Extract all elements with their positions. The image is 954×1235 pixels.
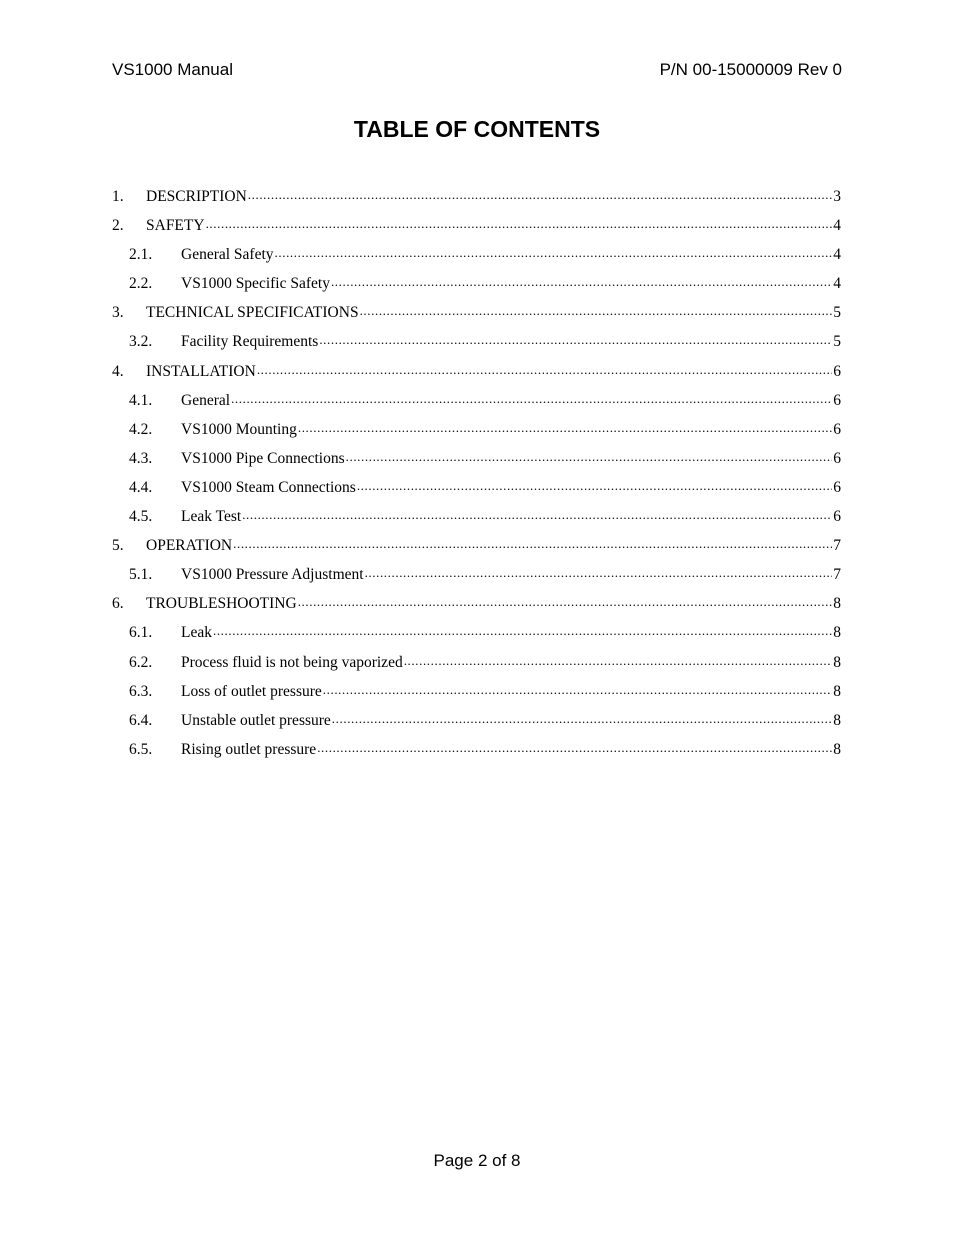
toc-entry-page: 8 [833,653,841,671]
toc-entry-page: 6 [833,391,841,409]
toc-entry[interactable] [112,501,841,530]
toc-entry-number: 3. [112,304,124,322]
toc-entry-number: 2. [112,217,124,235]
toc-entry[interactable] [112,268,841,297]
toc-entry-title: VS1000 Mounting [181,420,297,438]
toc-entry-title: TECHNICAL SPECIFICATIONS [146,304,359,322]
toc-entry-number: 6. [112,595,124,613]
toc-dot-leader [298,414,832,434]
toc-entry-page: 4 [833,275,841,293]
toc-entry-number: 4.5. [129,508,153,526]
toc-entry[interactable] [112,239,841,268]
toc-entry-page: 8 [833,682,841,700]
toc-dot-leader [357,472,832,492]
toc-entry-title: Leak [181,624,212,642]
toc-entry-number: 6.2. [129,653,153,671]
table-of-contents [112,181,841,763]
toc-entry-page: 6 [833,508,841,526]
toc-entry-page: 8 [833,711,841,729]
toc-entry-number: 2.1. [129,246,153,264]
toc-entry-page: 8 [833,595,841,613]
toc-entry-number: 6.1. [129,624,153,642]
toc-entry-number: 2.2. [129,275,153,293]
toc-entry-number: 4.1. [129,391,153,409]
toc-entry[interactable] [112,588,841,617]
toc-entry[interactable] [112,210,841,239]
toc-entry[interactable] [112,676,841,705]
toc-dot-leader [319,326,832,346]
toc-entry-title: Unstable outlet pressure [181,711,331,729]
toc-entry-title: VS1000 Pipe Connections [181,449,345,467]
toc-entry-number: 6.4. [129,711,153,729]
toc-entry-number: 5.1. [129,566,153,584]
toc-entry[interactable] [112,443,841,472]
toc-entry-title: DESCRIPTION [146,188,247,205]
toc-entry-page: 6 [833,449,841,467]
toc-entry-title: General [181,391,231,409]
toc-entry[interactable] [112,647,841,676]
toc-dot-leader [365,559,833,579]
toc-dot-leader [257,356,832,376]
toc-entry[interactable] [112,414,841,443]
toc-entry-number: 4. [112,362,124,380]
toc-entry-number: 6.5. [129,740,153,758]
toc-entry-page: 8 [833,740,841,758]
toc-dot-leader [360,297,833,317]
toc-entry-title: SAFETY [146,217,205,235]
toc-entry-title: Loss of outlet pressure [181,682,322,700]
toc-entry-title: Facility Requirements [181,333,319,351]
toc-dot-leader [233,530,832,550]
toc-entry[interactable] [112,734,841,763]
toc-entry-page: 3 [833,188,841,205]
toc-entry-page: 5 [833,333,841,351]
toc-entry-page: 4 [833,217,841,235]
part-number: P/N 00-15000009 Rev 0 [659,60,842,79]
toc-entry-number: 4.4. [129,478,153,496]
toc-entry[interactable] [112,530,841,559]
toc-entry-number: 4.3. [129,449,153,467]
toc-entry-title: TROUBLESHOOTING [146,595,297,613]
toc-entry-page: 5 [833,304,841,322]
toc-entry-number: 6.3. [129,682,153,700]
toc-dot-leader [298,588,833,608]
toc-dot-leader [206,210,833,230]
toc-dot-leader [213,617,832,637]
toc-entry-page: 6 [833,478,841,496]
toc-dot-leader [331,268,832,288]
toc-entry-page: 6 [833,362,841,380]
toc-entry-number: 4.2. [129,420,153,438]
toc-entry[interactable] [112,297,841,326]
toc-entry-title: OPERATION [146,537,233,555]
toc-entry[interactable] [112,617,841,646]
page-header [112,60,842,84]
toc-dot-leader [346,443,833,463]
toc-entry[interactable] [112,705,841,734]
toc-dot-leader [275,239,833,259]
toc-dot-leader [404,647,833,667]
toc-entry-page: 7 [833,537,841,555]
toc-entry-title: VS1000 Specific Safety [181,275,330,293]
toc-entry[interactable] [112,181,841,210]
toc-dot-leader [317,734,832,754]
toc-entry[interactable] [112,326,841,355]
toc-entry-title: Process fluid is not being vaporized [181,653,403,671]
toc-entry[interactable] [112,385,841,414]
toc-entry[interactable] [112,559,841,588]
toc-dot-leader [332,705,832,725]
toc-entry-title: VS1000 Pressure Adjustment [181,566,364,584]
page-footer: Page 2 of 8 [433,1151,521,1170]
toc-entry-title: Leak Test [181,508,242,526]
toc-entry[interactable] [112,356,841,385]
toc-entry-page: 8 [833,624,841,642]
toc-entry-page: 7 [833,566,841,584]
toc-dot-leader [248,181,832,201]
toc-entry-page: 4 [833,246,841,264]
toc-entry-title: General Safety [181,246,274,264]
toc-dot-leader [231,385,832,405]
toc-entry-number: 5. [112,537,124,555]
toc-entry-title: Rising outlet pressure [181,740,317,758]
toc-entry-title: VS1000 Steam Connections [181,478,356,496]
toc-dot-leader [242,501,832,521]
toc-entry-number: 3.2. [129,333,153,351]
toc-entry-page: 6 [833,420,841,438]
toc-entry-number: 1. [112,188,124,205]
toc-entry[interactable] [112,472,841,501]
toc-entry-title: INSTALLATION [146,362,256,380]
document-title: VS1000 Manual [112,60,233,79]
toc-dot-leader [323,676,832,696]
toc-heading: TABLE OF CONTENTS [353,116,601,142]
